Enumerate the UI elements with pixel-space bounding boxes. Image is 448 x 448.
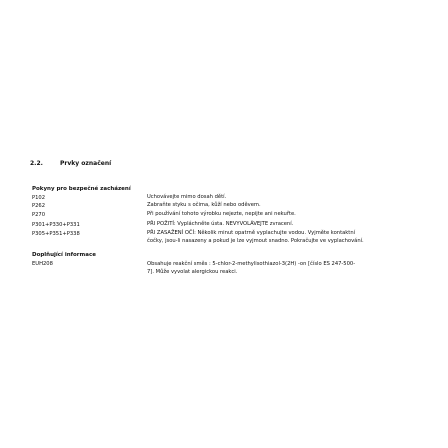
precautionary-heading: Pokyny pro bezpečné zacházení <box>32 186 131 192</box>
statement-text-euh208-line2: 7]. Může vyvolat alergickou reakci. <box>147 269 238 275</box>
statement-code-p262: P262 <box>32 203 46 209</box>
statement-text-p305-line1: PŘI ZASAŽENÍ OČÍ: Několik minut opatrně vyplachujte vodou. Vyjměte kontaktní <box>147 230 356 236</box>
statement-code-p102: P102 <box>32 195 46 201</box>
statement-text-p262: Zabraňte styku s očima, kůží nebo oděvem. <box>147 202 261 208</box>
statement-code-p305: P305+P351+P338 <box>32 231 80 237</box>
statement-text-p305-line2: čočky, jsou-li nasazeny a pokud je lze vyjmout snadno. Pokračujte ve vyplachování. <box>147 238 364 244</box>
supplementary-heading: Doplňující informace <box>32 252 96 258</box>
statement-text-p301: PŘI POŽITÍ: Vypláchněte ústa. NEVYVOLÁVEJTE zvracení. <box>147 221 294 227</box>
section-number: 2.2. <box>30 160 43 167</box>
statement-text-p102: Uchovávejte mimo dosah dětí. <box>147 194 227 200</box>
statement-code-p301: P301+P330+P331 <box>32 222 80 228</box>
statement-text-euh208-line1: Obsahuje reakční směs : 5-chlor-2-methylisothiazol-3(2H) -on [číslo ES 247-500- <box>147 261 356 267</box>
section-title: Prvky označení <box>60 160 112 167</box>
statement-text-p270: Při používání tohoto výrobku nejezte, nepijte ani nekuřte. <box>147 211 296 217</box>
statement-code-p270: P270 <box>32 212 46 218</box>
statement-code-euh208: EUH208 <box>32 261 53 267</box>
